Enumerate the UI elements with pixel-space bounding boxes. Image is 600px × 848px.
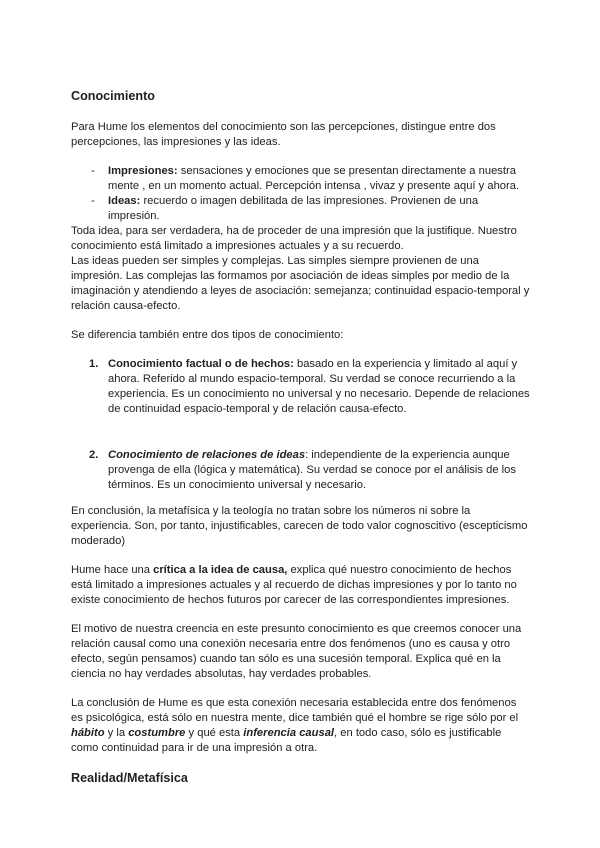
document-body	[71, 88, 531, 786]
emphasis-habito: hábito	[71, 727, 105, 739]
list-item	[71, 164, 531, 194]
item-number: 2.	[89, 449, 99, 461]
perception-list	[71, 164, 531, 224]
idea-paragraph: Toda idea, para ser verdadera, ha de proceder de una impresión que la justifique. Nuestro conocimiento está limitado a impresiones actuales y a su recuerdo.	[71, 225, 517, 252]
list-item	[71, 194, 531, 224]
term-label: Conocimiento factual o de hechos:	[108, 358, 294, 370]
term-definition: basado en la experiencia y limitado al aquí y ahora. Referido al mundo espacio-temporal. Su verdad se conoce recurriendo a la experiencia. Es un conocimiento no universal y no necesario. Depende de relaciones de continuidad espacio-temporal y de relación causa-efecto.	[108, 358, 530, 415]
term-definition: recuerdo o imagen debilitada de las impresiones. Provienen de una impresión.	[108, 195, 479, 222]
section-title-2: Realidad/Metafísica	[71, 771, 188, 785]
final-text: , en todo caso, sólo es justificable como continuidad para ir de una impresión a otra.	[71, 727, 502, 754]
bullet-marker: -	[91, 195, 95, 207]
types-paragraph: Se diferencia también entre dos tipos de conocimiento:	[71, 329, 344, 341]
term-label: Conocimiento de relaciones de ideas	[108, 449, 306, 461]
numbered-item	[71, 448, 531, 493]
critique-text: explica qué nuestro conocimiento de hechos está limitado a impresiones actuales y al recuerdo de dichas impresiones y por lo tanto no existe conocimiento de hechos futuros por carecer de las correspondientes impresiones.	[71, 564, 517, 606]
term-definition: : independiente de la experiencia aunque provenga de ella (lógica y matemática). Su verdad se conoce por el análisis de los términos. Es un conocimiento universal y necesario.	[108, 449, 516, 491]
final-text: La conclusión de Hume es que esta conexión necesaria establecida entre dos fenómenos es psicológica, está sólo en nuestra mente, dice también qué el hombre se rige sólo por el	[71, 697, 519, 724]
critique-paragraph	[71, 563, 531, 608]
intro-paragraph: Para Hume los elementos del conocimiento son las percepciones, distingue entre dos percepciones, las impresiones y las ideas.	[71, 121, 496, 148]
final-paragraph	[71, 696, 531, 756]
critique-emphasis: crítica a la idea de causa,	[153, 564, 288, 576]
critique-text: Hume hace una	[71, 564, 154, 576]
simple-complex-paragraph: Las ideas pueden ser simples y complejas. Las simples siempre provienen de una impresión. Las complejas las formamos por asociación de ideas simples por medio de la imaginación y atendiendo a leyes de asociación: semejanza; continuidad espacio-temporal y relación causa-efecto.	[71, 255, 530, 312]
bullet-marker: -	[91, 165, 95, 177]
final-text: y qué esta	[185, 727, 244, 739]
term-definition: sensaciones y emociones que se presentan directamente a nuestra mente , en un momento actual. Percepción intensa , vivaz y presente aquí y ahora.	[108, 165, 520, 192]
section-title: Conocimiento	[71, 89, 155, 103]
conclusion-paragraph: En conclusión, la metafísica y la teología no tratan sobre los números ni sobre la experiencia. Son, por tanto, injustificables, carecen de todo valor cognoscitivo (escepticismo moderado)	[71, 505, 528, 547]
emphasis-costumbre: costumbre	[128, 727, 186, 739]
numbered-item	[71, 357, 531, 417]
term-label: Impresiones:	[108, 165, 178, 177]
emphasis-inferencia: inferencia causal	[243, 727, 335, 739]
motive-paragraph: El motivo de nuestra creencia en este presunto conocimiento es que creemos conocer una relación causal como una conexión necesaria entre dos fenómenos (uno es causa y otro efecto, según pensamos) cuando tan sólo es una sucesión temporal. Explica qué en la ciencia no hay verdades absolutas, hay verdades probables.	[71, 623, 522, 680]
item-number: 1.	[89, 358, 99, 370]
final-text: y la	[104, 727, 129, 739]
term-label: Ideas:	[108, 195, 141, 207]
